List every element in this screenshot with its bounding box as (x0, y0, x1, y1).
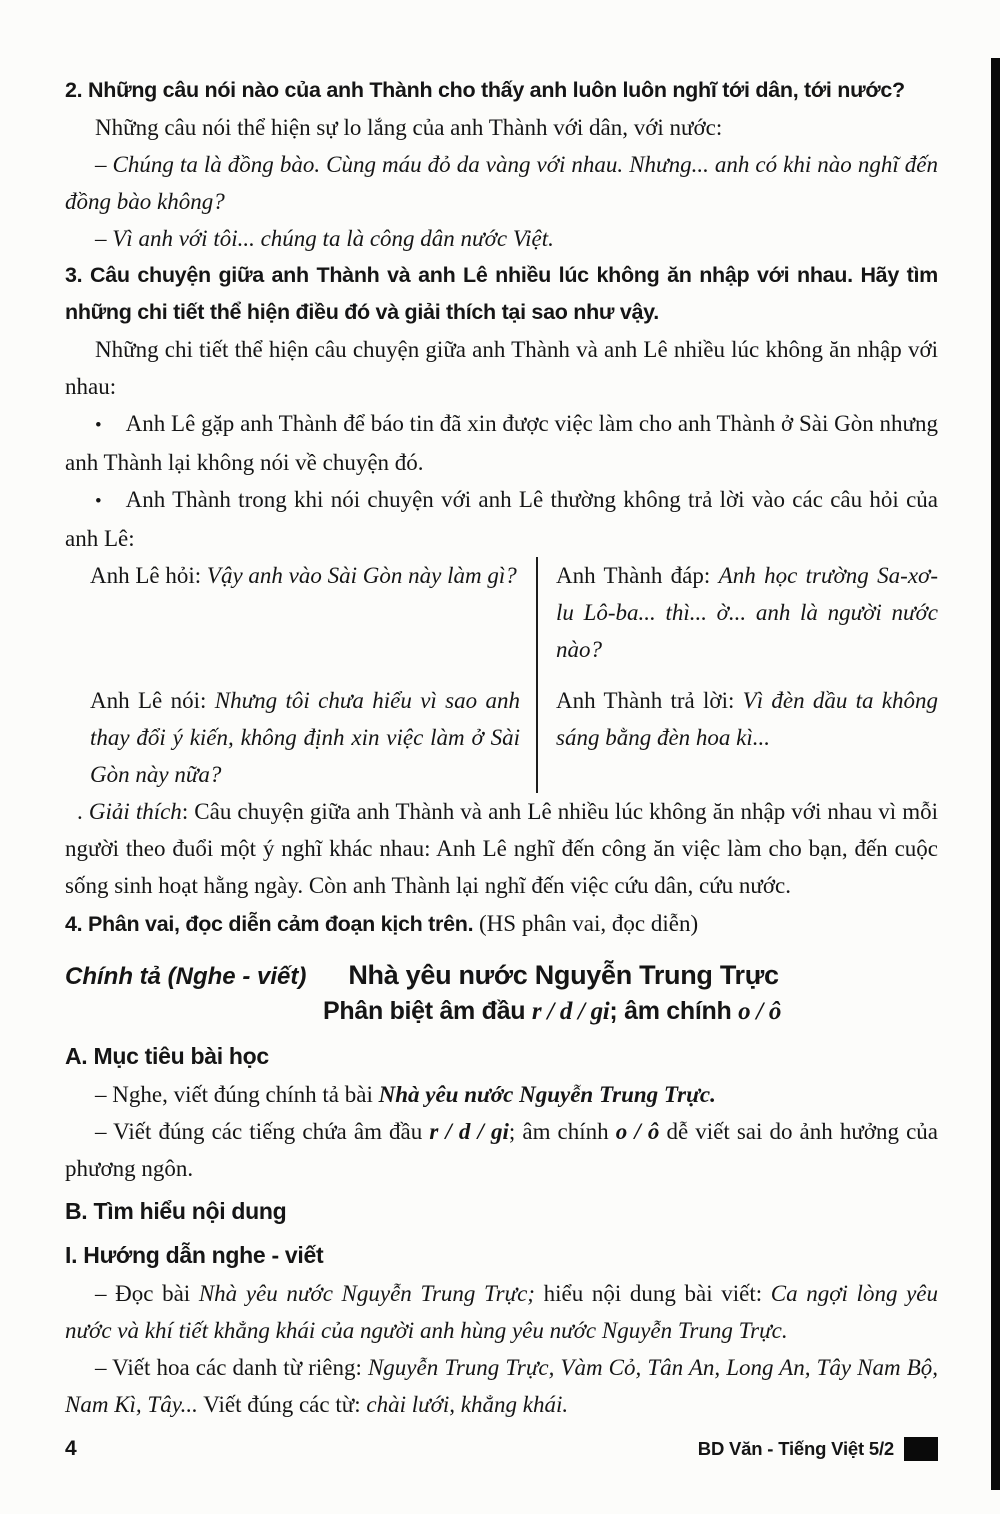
question-3-intro: Những chi tiết thể hiện câu chuyện giữa anh Thành và anh Lê nhiều lúc không ăn nhập với nhau: (65, 337, 938, 399)
guide-paragraph (65, 1275, 938, 1349)
objective-text: – Nghe, viết đúng chính tả bài (95, 1082, 379, 1107)
question-2-heading: 2. Những câu nói nào của anh Thành cho thấy anh luôn luôn nghĩ tới dân, tới nước? (65, 78, 905, 102)
objective-paragraph (65, 1113, 938, 1187)
subtitle-phoneme-1: r / d / gi (531, 998, 610, 1025)
bullet-icon: • (95, 491, 102, 512)
bullet-text: Anh Lê gặp anh Thành để báo tin đã xin được việc làm cho anh Thành ở Sài Gòn nhưng anh Thành lại không nói về chuyện đó. (65, 411, 938, 475)
guide-text: – Đọc bài (95, 1281, 199, 1306)
page-number: 4 (65, 1437, 77, 1460)
explanation-label: Giải thích (88, 799, 182, 824)
question-4-heading: 4. Phân vai, đọc diễn cảm đoạn kịch trên. (65, 912, 474, 936)
dialog-quote: Anh học trường Sa-xơ-lu Lô-ba... thì... ờ... anh là người nước nào? (556, 563, 938, 662)
question-3-heading: 3. Câu chuyện giữa anh Thành và anh Lê nhiều lúc không ăn nhập với nhau. Hãy tìm những chi tiết thể hiện điều đó và giải thích tại sao như vậy. (65, 263, 938, 324)
dialog-cell-thanh-reply (538, 682, 938, 793)
proper-nouns-list: Nguyễn Trung Trực, Vàm Cỏ, Tân An, Long An, Tây Nam Bộ, Nam Kì, Tây... (65, 1355, 938, 1417)
guide-text: hiểu nội dung bài viết: (534, 1281, 771, 1306)
speaker-label: Anh Lê nói: (90, 688, 215, 713)
page-footer (65, 1437, 938, 1461)
bullet-item (65, 405, 938, 481)
explanation-text: : Câu chuyện giữa anh Thành và anh Lê nhiều lúc không ăn nhập với nhau vì mỗi người theo đuổi một ý nghĩ khác nhau: Anh Lê nghĩ đến công ăn việc làm cho bạn, đến cuộc sống sinh hoạt hằng ngày. Còn anh Thành lại nghĩ đến việc cứu dân, cứu nước. (65, 799, 938, 898)
explanation-paragraph (65, 793, 938, 904)
work-title: Nhà yêu nước Nguyễn Trung Trực. (378, 1082, 716, 1107)
speaker-label: Anh Lê hỏi: (90, 563, 207, 588)
content-summary: Ca ngợi lòng yêu nước và khí tiết khẳng khái của người anh hùng yêu nước Nguyễn Trung Trực. (65, 1281, 938, 1343)
guide-paragraph (65, 1349, 938, 1423)
question-4-line (65, 904, 938, 944)
objective-text: ; âm chính (508, 1119, 616, 1144)
question-4-note: (HS phân vai, đọc diễn) (473, 911, 699, 936)
speaker-label: Anh Thành đáp: (556, 563, 719, 588)
book-reference (698, 1437, 938, 1461)
dialog-cell-le-statement (90, 682, 538, 793)
objective-text: dễ viết sai do ảnh hưởng của phương ngôn. (65, 1119, 939, 1181)
quote-paragraph: – Vì anh với tôi... chúng ta là công dân nước Việt. (95, 226, 554, 251)
scan-edge-strip (991, 58, 1000, 1490)
guide-text: – Viết hoa các danh từ riêng: (95, 1355, 368, 1380)
phoneme-group-2: o / ô (615, 1119, 660, 1144)
book-reference-text: BD Văn - Tiếng Việt 5/2 (697, 1438, 894, 1459)
dialog-quote: Nhưng tôi chưa hiểu vì sao anh thay đổi ý kiến, không định xin việc làm ở Sài Gòn này nữa? (90, 688, 520, 787)
dialog-quote: Vì đèn dầu ta không sáng bằng đèn hoa kì... (556, 688, 939, 750)
question-2-intro: Những câu nói thể hiện sự lo lắng của anh Thành với dân, với nước: (95, 115, 723, 140)
quote-paragraph: – Chúng ta là đồng bào. Cùng máu đỏ da vàng với nhau. Nhưng... anh có khi nào nghĩ đến đồng bào không? (65, 152, 938, 214)
bullet-text: Anh Thành trong khi nói chuyện với anh Lê thường không trả lời vào các câu hỏi của anh Lê: (65, 487, 938, 551)
objective-paragraph (65, 1076, 938, 1113)
work-title: Nhà yêu nước Nguyễn Trung Trực; (198, 1281, 535, 1306)
dialog-cell-le-question (90, 557, 538, 682)
lesson-subtitle (323, 997, 938, 1026)
bullet-icon: • (95, 415, 102, 436)
subtitle-text: ; âm chính (609, 997, 739, 1025)
speaker-label: Anh Thành trả lời: (556, 688, 743, 713)
lesson-type-label: Chính tả (Nghe - viết) (65, 963, 307, 990)
dialog-quote: Vậy anh vào Sài Gòn này làm gì? (206, 563, 517, 588)
objective-text: – Viết đúng các tiếng chứa âm đầu (95, 1119, 430, 1144)
phoneme-group-1: r / d / gi (429, 1119, 509, 1144)
explanation-prefix: . (77, 799, 89, 824)
dialog-comparison-table (90, 557, 938, 793)
section-i-heading: I. Hướng dẫn nghe - viết (65, 1242, 324, 1268)
dialog-cell-thanh-answer (538, 557, 938, 682)
subtitle-phoneme-2: o / ô (738, 998, 782, 1025)
lesson-title: Nhà yêu nước Nguyễn Trung Trực (348, 960, 779, 990)
bullet-item (65, 481, 938, 557)
scan-ink-mark (904, 1437, 938, 1461)
section-a-heading: A. Mục tiêu bài học (65, 1043, 269, 1069)
lesson-header (65, 960, 938, 991)
subtitle-text: Phân biệt âm đầu (323, 997, 532, 1025)
spelling-words-list: chài lưới, khẳng khái. (366, 1392, 569, 1417)
section-b-heading: B. Tìm hiểu nội dung (65, 1198, 287, 1224)
guide-text: Viết đúng các từ: (197, 1392, 367, 1417)
